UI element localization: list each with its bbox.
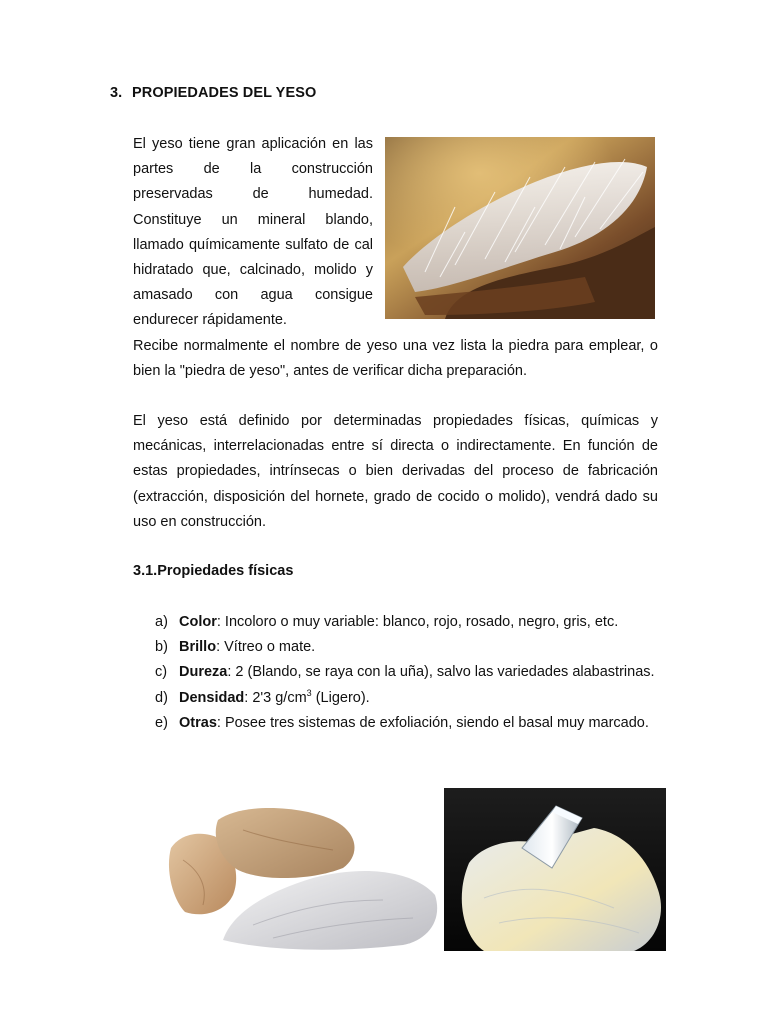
- superscript: 3: [306, 687, 312, 698]
- property-text: : 2'3 g/cm: [244, 689, 307, 706]
- list-marker: e): [155, 714, 168, 731]
- list-marker: c): [155, 664, 168, 681]
- list-item-otras: [155, 711, 658, 736]
- subsection-title: Propiedades físicas: [157, 563, 294, 579]
- section-title: PROPIEDADES DEL YESO: [132, 85, 317, 101]
- property-text: : Vítreo o mate.: [216, 639, 316, 656]
- list-marker: d): [155, 689, 168, 706]
- subsection-heading: [133, 563, 293, 579]
- section-heading: [110, 85, 316, 101]
- section-number: 3.: [110, 85, 123, 101]
- list-item-brillo: [155, 635, 658, 660]
- intro-paragraph-full: Recibe normalmente el nombre de yeso una vez lista la piedra para emplear, o bien la "piedra de yeso", antes de verificar dicha preparación.: [133, 338, 658, 380]
- list-item-dureza: [155, 660, 658, 685]
- gypsum-crystal-cluster-photo: [385, 137, 655, 319]
- property-term: Otras: [179, 714, 217, 731]
- list-marker: a): [155, 614, 168, 630]
- property-term: Densidad: [179, 689, 245, 706]
- property-term: Brillo: [179, 639, 217, 656]
- property-text: : Posee tres sistemas de exfoliación, siendo el basal muy marcado.: [216, 714, 649, 731]
- property-term: Color: [179, 614, 217, 630]
- list-item-densidad: [155, 686, 658, 711]
- intro-paragraph-wrapped: El yeso tiene gran aplicación en las partes de la construcción preservadas de humedad. Constituye un mineral blando, llamado químicamente sulfato de cal hidratado que, calcinado, molido y amasado con agua consigue endurecer rápidamente.: [133, 136, 373, 329]
- subsection-number: 3.1.: [133, 563, 158, 579]
- property-text: : Incoloro o muy variable: blanco, rojo, rosado, negro, gris, etc.: [216, 614, 619, 630]
- property-text-after: (Ligero).: [311, 689, 370, 706]
- property-text: : 2 (Blando, se raya con la uña), salvo las variedades alabastrinas.: [227, 664, 655, 681]
- physical-properties-list: [155, 610, 658, 736]
- alabaster-rocks-photo: [163, 800, 443, 955]
- list-item-color: [155, 610, 658, 635]
- properties-intro-paragraph: El yeso está definido por determinadas propiedades físicas, químicas y mecánicas, interrelacionadas entre sí directa o indirectamente. En función de estas propiedades, intrínsecas o bien derivadas del proceso de fabricación (extracción, disposición del hornete, grado de cocido o molido), vendrá dado su uso en construcción.: [133, 413, 658, 530]
- property-term: Dureza: [179, 664, 228, 681]
- list-marker: b): [155, 639, 168, 656]
- selenite-crystal-photo: [444, 788, 666, 951]
